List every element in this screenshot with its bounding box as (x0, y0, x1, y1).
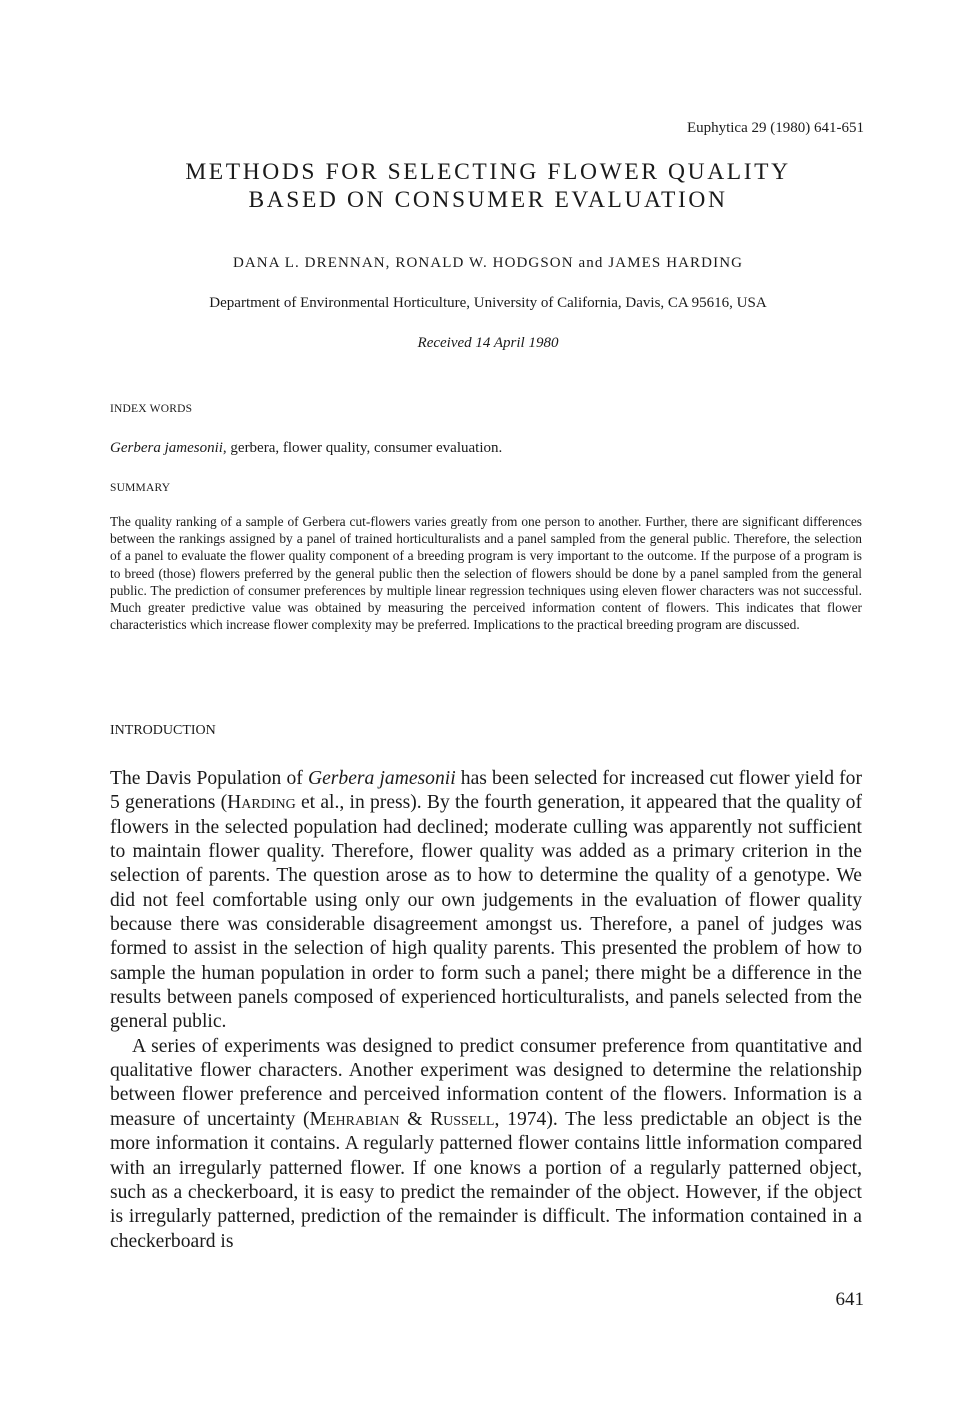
index-species: Gerbera jamesonii (110, 440, 223, 456)
p1-species: Gerbera jamesonii (307, 768, 456, 789)
p2-citation-author-2: Russell (430, 1108, 495, 1130)
received-date: Received 14 April 1980 (417, 335, 559, 351)
summary-text: The quality ranking of a sample of Gerbera cut-flowers varies greatly from one person to another. Further, there are significant differences between the rankings assigned by a panel of trained horticulturalists and a panel sampled from the general public. Therefore, the selection of a panel to evaluate the flower quality component of a breeding program is very important to the outcome. If the purpose of a program is to breed (those) flowers preferred by the general public then the selection of flowers should be done by a panel sampled from the general public. The prediction of consumer preferences by multiple linear regression techniques using eleven flower characters was not successful. Much greater predictive value was obtained by measuring the perceived information content of flowers. This indicates that flower characteristics which increase flower complexity may be preferred. Implications to the practical breeding program are discussed. (110, 514, 862, 633)
index-words-heading: INDEX WORDS (110, 403, 193, 415)
p1-text-c: et al., in press). By the fourth generation, it appeared that the quality of flowers in the selected population had declined; moderate culling was apparently not sufficient to maintain flower quality. Therefore, flower quality was added as a primary criterion in the selection of parents. The question arose as to how to determine the quality of a genotype. We did not feel comfortable using only our own judgements in the evaluation of flower quality because there was considerable disagreement amongst us. Therefore, a panel of judges was formed to assist in the selection of high quality parents. This presented the problem of how to sample the human population in order to form such a panel; there might be a difference in the results between panels composed of experienced horticulturalists, and panels selected from the general public. (110, 792, 863, 1033)
p2-text-b: , 1974). The less predictable an object is the more information it contains. A regularly patterned flower contains little information compared with an irregularly patterned flower. If one knows a portion of a regularly patterned object, such as a checkerboard, it is easy to predict the remainder of the object. However, if the object is irregularly patterned, prediction of the remainder is difficult. The information contained in a checkerboard is (110, 1108, 862, 1252)
title-line-1: METHODS FOR SELECTING FLOWER QUALITY (185, 159, 791, 185)
summary-heading: SUMMARY (110, 482, 171, 494)
p1-text-b: has been selected for increased cut flower yield for 5 generations ( (110, 768, 862, 814)
page-number: 641 (835, 1289, 864, 1310)
intro-paragraph-2 (110, 1035, 862, 1254)
index-words (110, 440, 502, 457)
article-title (0, 158, 976, 214)
journal-citation: Euphytica 29 (1980) 641-651 (686, 120, 864, 136)
index-terms: , gerbera, flower quality, consumer evaluation. (222, 440, 503, 456)
p1-text-a: The Davis Population of (110, 768, 308, 789)
p2-ampersand: & (399, 1108, 431, 1130)
affiliation: Department of Environmental Horticulture, University of California, Davis, CA 95616, USA (209, 295, 767, 311)
p2-citation-author-1: Mehrabian (309, 1108, 400, 1130)
title-line-2: BASED ON CONSUMER EVALUATION (248, 187, 728, 213)
p1-citation-author: Harding (227, 792, 296, 814)
introduction-heading: INTRODUCTION (110, 723, 216, 738)
introduction-body (110, 767, 862, 1254)
p2-text-a: A series of experiments was designed to predict consumer preference from quantitative and qualitative flower characters. Another experiment was designed to determine the relationship between flower preference and perceived information content of the flowers. Information is a measure of uncertainty ( (110, 1035, 862, 1130)
intro-paragraph-1 (110, 767, 862, 1035)
author-list: DANA L. DRENNAN, RONALD W. HODGSON and JAMES HARDING (232, 255, 744, 271)
